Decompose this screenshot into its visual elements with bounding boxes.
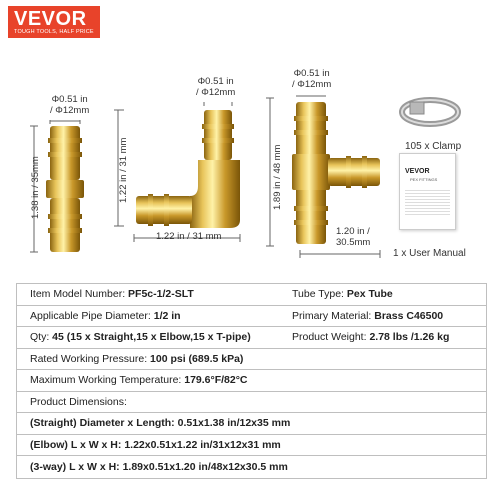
spec-row (17, 413, 486, 435)
spec-label: Tube Type: (292, 288, 347, 301)
spec-label: Applicable Pipe Diameter: (30, 309, 154, 322)
spec-label: (Straight) Diameter x Length: (30, 417, 178, 430)
straight-length-label: 1.38 in / 35mm (30, 156, 41, 219)
manual-cover-title: PEX FITTINGS (410, 177, 438, 182)
spec-value: 45 (15 x Straight,15 x Elbow,15 x T-pipe) (52, 331, 251, 344)
elbow-height-label: 1.22 in / 31 mm (118, 137, 129, 203)
clamp-image (396, 92, 466, 132)
spec-label: Qty: (30, 331, 53, 344)
spec-value: 100 psi (689.5 kPa) (150, 352, 244, 365)
spec-row (17, 392, 486, 414)
spec-row (17, 349, 486, 371)
spec-value: Pex Tube (346, 288, 393, 301)
tee-height-label: 1.89 in / 48 mm (272, 144, 283, 211)
spec-label: (3-way) L x W x H: (30, 460, 123, 473)
spec-row (17, 370, 486, 392)
user-manual-image (399, 153, 456, 230)
clamp-label: 105 x Clamp (405, 141, 462, 152)
spec-label: Product Dimensions: (30, 395, 127, 408)
spec-table (16, 283, 487, 479)
spec-label: Rated Working Pressure: (30, 352, 151, 365)
spec-row (17, 284, 486, 306)
spec-label: Primary Material: (292, 309, 375, 322)
logo-brand: VEVOR (14, 8, 87, 30)
spec-value: 1.22x0.51x1.22 in/31x12x31 mm (124, 438, 281, 451)
spec-label: Maximum Working Temperature: (30, 374, 185, 387)
spec-row (17, 435, 486, 457)
spec-value: 179.6°F/82°C (184, 374, 248, 387)
vevor-logo (8, 6, 100, 38)
spec-label: Item Model Number: (30, 288, 129, 301)
spec-label: Product Weight: (292, 331, 370, 344)
manual-label: 1 x User Manual (393, 248, 466, 259)
tee-diameter-label: Φ0.51 in / Φ12mm (292, 68, 332, 90)
spec-row (17, 306, 486, 328)
straight-diameter-label: Φ0.51 in / Φ12mm (50, 94, 90, 116)
spec-row (17, 327, 486, 349)
logo-tagline: TOUGH TOOLS, HALF PRICE (14, 29, 94, 35)
spec-row (17, 456, 486, 478)
spec-value: Brass C46500 (374, 309, 444, 322)
elbow-diameter-label: Φ0.51 in / Φ12mm (196, 76, 236, 98)
spec-value: PF5c-1/2-SLT (128, 288, 194, 301)
spec-value: 1.89x0.51x1.20 in/48x12x30.5 mm (122, 460, 288, 473)
tee-width-label: 1.20 in / 30.5mm (336, 226, 371, 248)
spec-label: (Elbow) L x W x H: (30, 438, 125, 451)
manual-cover-brand: VEVOR (405, 168, 430, 175)
elbow-image (108, 102, 248, 252)
spec-value: 2.78 lbs /1.26 kg (369, 331, 450, 344)
elbow-width-label: 1.22 in / 31 mm (156, 231, 222, 242)
spec-value: 0.51x1.38 in/12x35 mm (177, 417, 291, 430)
spec-value: 1/2 in (153, 309, 181, 322)
